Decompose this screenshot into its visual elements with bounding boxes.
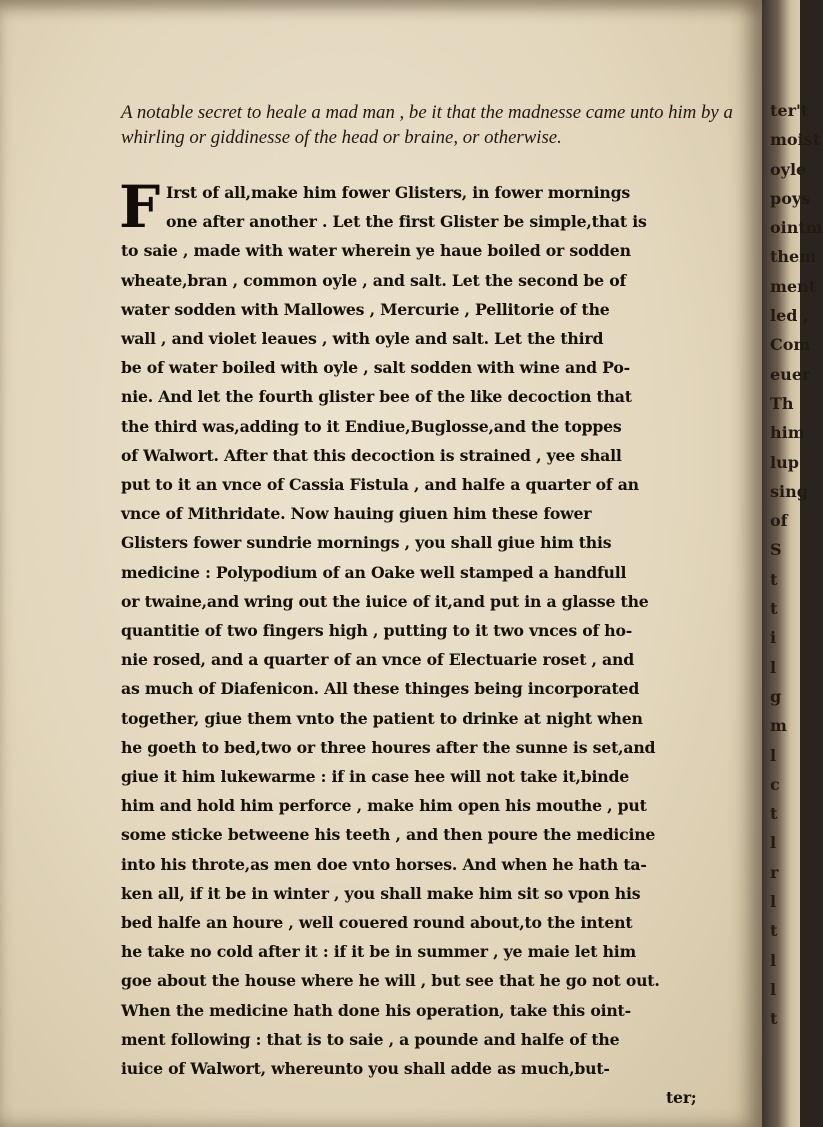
facing-page-word: them (770, 247, 817, 267)
facing-page-word: Com (770, 335, 811, 355)
text-line: nie. And let the fourth glister bee of the like decoction that (121, 387, 632, 407)
text-line: bed halfe an houre , well couered round about,to the intent (121, 913, 633, 933)
text-line: ment following : that is to saie , a pounde and halfe of the (121, 1029, 620, 1049)
facing-page-word: lup (770, 452, 799, 472)
facing-page-word: l (770, 657, 777, 677)
facing-page-word: poys (770, 188, 811, 208)
facing-page-fragment (770, 96, 823, 1034)
text-line: be of water boiled with oyle , salt sodden with wine and Po- (121, 358, 630, 378)
text-line: wall , and violet leaues , with oyle and salt. Let the third (121, 329, 604, 349)
drop-cap-initial: F (119, 173, 160, 241)
text-line: iuice of Walwort, whereunto you shall adde as much,but- (121, 1059, 610, 1079)
facing-page-word: t (770, 599, 778, 619)
text-line: Irst of all,make him fower Glisters, in fower mornings (165, 183, 631, 202)
text-line: some sticke betweene his teeth , and then poure the medicine (121, 825, 656, 845)
text-line: When the medicine hath done his operation, take this oint- (121, 1000, 631, 1020)
facing-page-word: of (770, 511, 788, 531)
text-line: of Walwort. After that this decoction is strained , yee shall (121, 445, 622, 465)
facing-page-word: l (770, 950, 777, 970)
facing-page-word: oyle (770, 159, 807, 179)
facing-page-word: r (770, 862, 779, 882)
text-line: water sodden with Mallowes , Mercurie , Pellitorie of the (121, 299, 610, 319)
facing-page-word: t (770, 804, 778, 824)
facing-page-word: sing (770, 481, 808, 501)
text-line: together, giue them vnto the patient to drinke at night when (121, 708, 643, 728)
text-line: medicine : Polypodium of an Oake well stamped a handfull (121, 562, 627, 582)
facing-page-word: l (770, 745, 777, 765)
facing-page-word: him (770, 423, 805, 443)
facing-page-word: c (770, 774, 780, 794)
text-line: one after another . Let the first Glister be simple,that is (165, 212, 647, 232)
facing-page-word: g (770, 686, 782, 706)
facing-page-word: led , (770, 306, 809, 326)
facing-page-word: t (770, 921, 778, 941)
facing-page-word: Th (770, 393, 794, 413)
text-line: the third was,adding to it Endiue,Buglosse,and the toppes (121, 416, 622, 436)
facing-page-word: l (770, 833, 777, 853)
text-line: he take no cold after it : if it be in summer , ye maie let him (121, 942, 636, 962)
text-line: or twaine,and wring out the iuice of it,and put in a glasse the (121, 591, 649, 611)
text-line: to saie , made with water wherein ye haue boiled or sodden (121, 241, 631, 261)
facing-page-word: ment (770, 276, 817, 296)
text-line: put to it an vnce of Cassia Fistula , and halfe a quarter of an (121, 475, 639, 495)
facing-page-word: l (770, 979, 777, 999)
text-line: nie rosed, and a quarter of an vnce of Electuarie roset , and (121, 650, 634, 670)
facing-page-word: i (770, 628, 777, 648)
facing-page-word: ter't (770, 101, 809, 120)
text-line: giue it him lukewarme : if in case hee will not take it,binde (121, 767, 630, 787)
facing-page-word: moist (770, 130, 821, 150)
recipe-body (119, 173, 751, 1113)
text-line: as much of Diafenicon. All these thinges being incorporated (121, 679, 640, 699)
text-line: he goeth to bed,two or three houres after the sunne is set,and (121, 737, 656, 757)
text-line: goe about the house where he will , but see that he go not out. (121, 971, 660, 991)
facing-page-word: S (770, 540, 782, 560)
facing-page-word: t (770, 569, 778, 589)
facing-page-word: m (770, 716, 787, 736)
facing-page-word: euer (770, 364, 811, 384)
text-line: him and hold him perforce , make him open his mouthe , put (121, 796, 647, 816)
facing-page-word: l (770, 892, 777, 912)
text-line: ken all, if it be in winter , you shall make him sit so vpon his (121, 883, 641, 903)
facing-page-word: ointm (770, 218, 823, 238)
facing-page-word: t (770, 1009, 778, 1029)
recipe-headnote: A notable secret to heale a mad man , be it that the madnesse came unto him by a whirling or giddinesse of the head or braine, or otherwise. (121, 102, 733, 148)
text-line: into his throte,as men doe vnto horses. And when he hath ta- (121, 854, 647, 874)
text-line: Glisters fower sundrie mornings , you shall giue him this (121, 533, 612, 553)
catchword: ter; (666, 1088, 697, 1108)
text-line: vnce of Mithridate. Now hauing giuen him these fower (121, 504, 592, 524)
text-line: quantitie of two fingers high , putting to it two vnces of ho- (121, 621, 633, 641)
text-line: wheate,bran , common oyle , and salt. Let the second be of (121, 270, 627, 290)
